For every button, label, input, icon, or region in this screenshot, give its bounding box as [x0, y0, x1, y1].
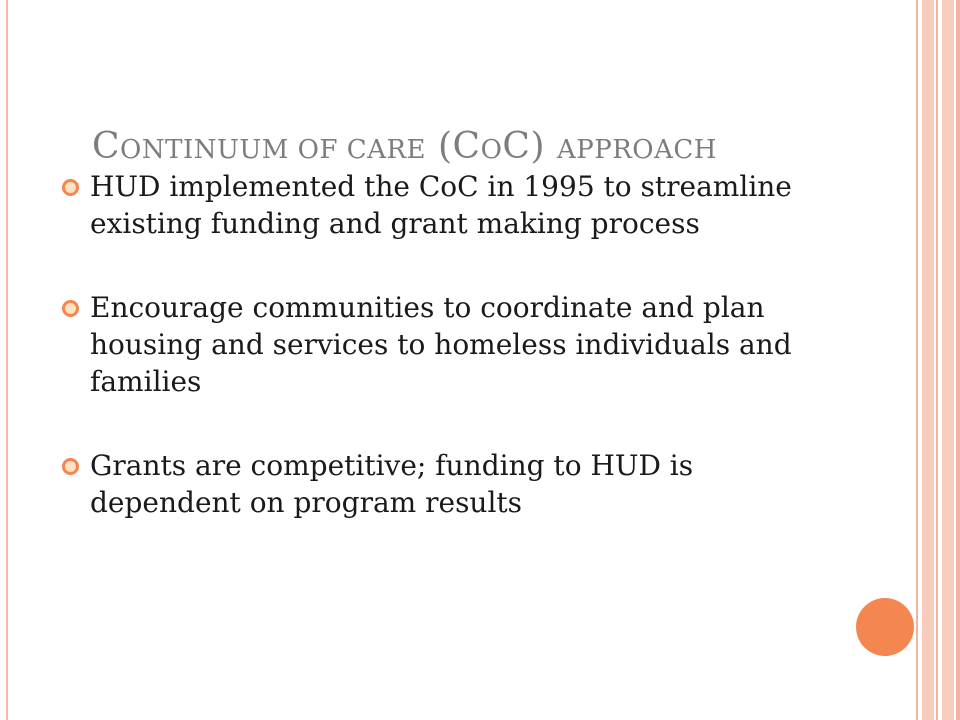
title-initial: C [92, 126, 121, 168]
bullet-circle-icon [62, 458, 79, 475]
title-approach: APPROACH [556, 135, 717, 166]
bullet-circle-icon [62, 300, 79, 317]
title-paren-close: C) [502, 126, 557, 168]
stripe [956, 0, 960, 720]
stripe [916, 0, 918, 720]
bullet-text: Grants are competitive; funding to HUD is dependent on program results [90, 449, 694, 519]
title-abbrev-small: O [480, 135, 503, 166]
right-decorative-stripes [916, 0, 960, 720]
left-border-line [6, 0, 8, 720]
title-word: ONTINUUM OF CARE [120, 135, 427, 166]
bullet-item [60, 289, 850, 400]
stripe [922, 0, 934, 720]
stripe [942, 0, 954, 720]
bullet-list [60, 168, 850, 568]
accent-circle-decoration [856, 598, 914, 656]
bullet-item [60, 168, 850, 242]
stripe [936, 0, 938, 720]
title-paren-open: (C [426, 126, 481, 168]
bullet-circle-icon [62, 179, 79, 196]
bullet-text: HUD implemented the CoC in 1995 to streamline existing funding and grant making process [90, 170, 792, 240]
bullet-item [60, 447, 850, 521]
bullet-text: Encourage communities to coordinate and plan housing and services to homeless individuals and families [90, 291, 792, 398]
slide-title [92, 126, 717, 167]
